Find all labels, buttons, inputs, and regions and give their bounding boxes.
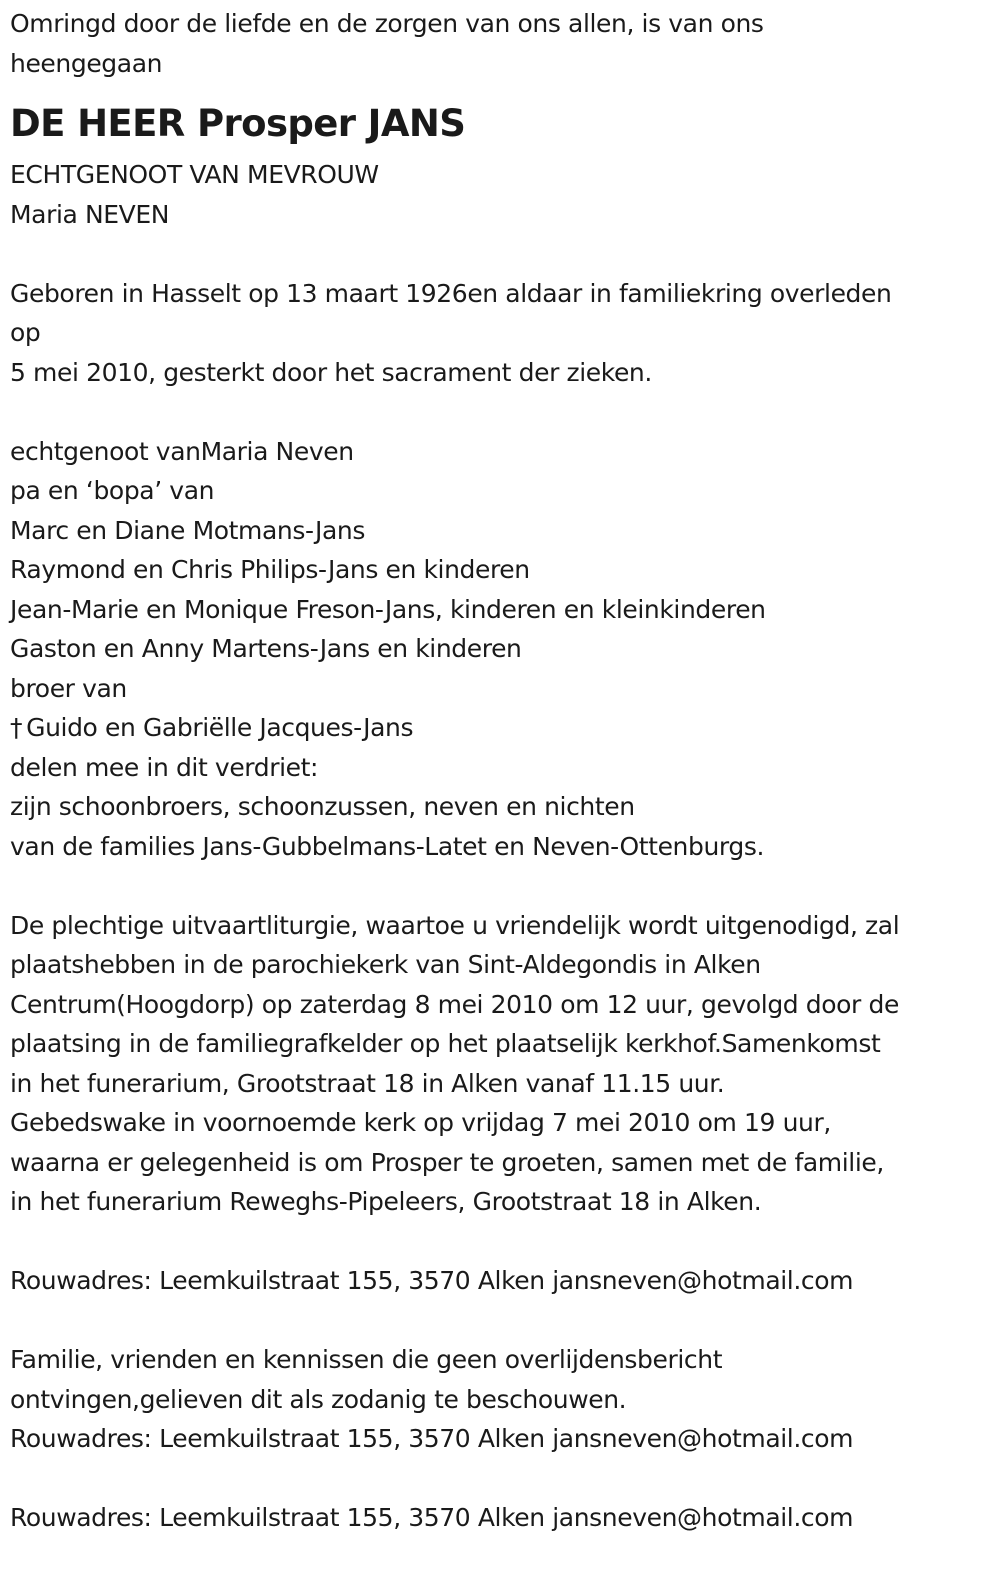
- spacer: [10, 1222, 990, 1262]
- spacer: [10, 1459, 990, 1499]
- notice-line: ontvingen,gelieven dit als zodanig te beschouwen.: [10, 1384, 627, 1414]
- cross-icon: †: [10, 713, 23, 742]
- family-line: pa en ‘bopa’ van: [10, 476, 215, 505]
- funeral-line: in het funerarium, Grootstraat 18 in Alken vanaf 11.15 uur.: [10, 1068, 725, 1098]
- intro-line: Omringd door de liefde en de zorgen van ons allen, is van ons: [10, 9, 764, 38]
- funeral-line: in het funerarium Reweghs-Pipeleers, Grootstraat 18 in Alken.: [10, 1187, 762, 1216]
- mourning-address: Rouwadres: Leemkuilstraat 155, 3570 Alken jansneven@hotmail.com: [10, 1266, 854, 1295]
- deceased-name: DE HEER Prosper JANS: [10, 102, 466, 145]
- funeral-line: Gebedswake in voornoemde kerk op vrijdag 7 mei 2010 om 19 uur,: [10, 1108, 831, 1137]
- notice-line: Familie, vrienden en kennissen die geen overlijdensbericht: [10, 1345, 723, 1374]
- spacer: [10, 866, 990, 906]
- family-line: echtgenoot vanMaria Neven: [10, 436, 354, 466]
- funeral-block: [10, 906, 990, 1222]
- family-block: [10, 432, 990, 867]
- funeral-line: plaatshebben in de parochiekerk van Sint-Aldegondis in Alken: [10, 950, 761, 979]
- family-line: Gaston en Anny Martens-Jans en kinderen: [10, 634, 522, 663]
- spacer: [10, 234, 990, 274]
- birth-death-block: [10, 274, 990, 393]
- birth-death-line: Geboren in Hasselt op 13 maart 1926en aldaar in familiekring overleden: [10, 278, 892, 308]
- family-line: Jean-Marie en Monique Freson-Jans, kinderen en kleinkinderen: [10, 594, 766, 624]
- birth-death-line: 5 mei 2010, gesterkt door het sacrament der zieken.: [10, 357, 652, 387]
- family-line: broer van: [10, 673, 127, 703]
- spacer: [10, 1301, 990, 1341]
- family-line: Raymond en Chris Philips-Jans en kinderen: [10, 555, 530, 584]
- family-line-deceased: [10, 708, 990, 748]
- family-line: zijn schoonbroers, schoonzussen, neven en nichten: [10, 792, 635, 821]
- spouse-line: ECHTGENOOT VAN MEVROUW: [10, 160, 379, 189]
- family-line: delen mee in dit verdriet:: [10, 752, 319, 782]
- spacer: [10, 392, 990, 432]
- funeral-line: plaatsing in de familiegrafkelder op het plaatselijk kerkhof.Samenkomst: [10, 1029, 881, 1058]
- intro-text: [10, 4, 990, 83]
- mourning-address: Rouwadres: Leemkuilstraat 155, 3570 Alken jansneven@hotmail.com: [10, 1424, 854, 1453]
- notice-block: [10, 1340, 990, 1419]
- spouse-line: Maria NEVEN: [10, 199, 170, 229]
- intro-line: heengegaan: [10, 48, 163, 78]
- birth-death-line: op: [10, 318, 41, 347]
- spouse-block: [10, 155, 990, 234]
- funeral-line: De plechtige uitvaartliturgie, waartoe u vriendelijk wordt uitgenodigd, zal: [10, 910, 900, 940]
- funeral-line: waarna er gelegenheid is om Prosper te groeten, samen met de familie,: [10, 1147, 884, 1177]
- deceased-sibling: Guido en Gabriëlle Jacques-Jans: [26, 713, 414, 742]
- mourning-address: Rouwadres: Leemkuilstraat 155, 3570 Alken jansneven@hotmail.com: [10, 1503, 854, 1532]
- funeral-line: Centrum(Hoogdorp) op zaterdag 8 mei 2010 om 12 uur, gevolgd door de: [10, 989, 899, 1019]
- family-line: van de families Jans-Gubbelmans-Latet en Neven-Ottenburgs.: [10, 831, 764, 861]
- family-line: Marc en Diane Motmans-Jans: [10, 515, 365, 545]
